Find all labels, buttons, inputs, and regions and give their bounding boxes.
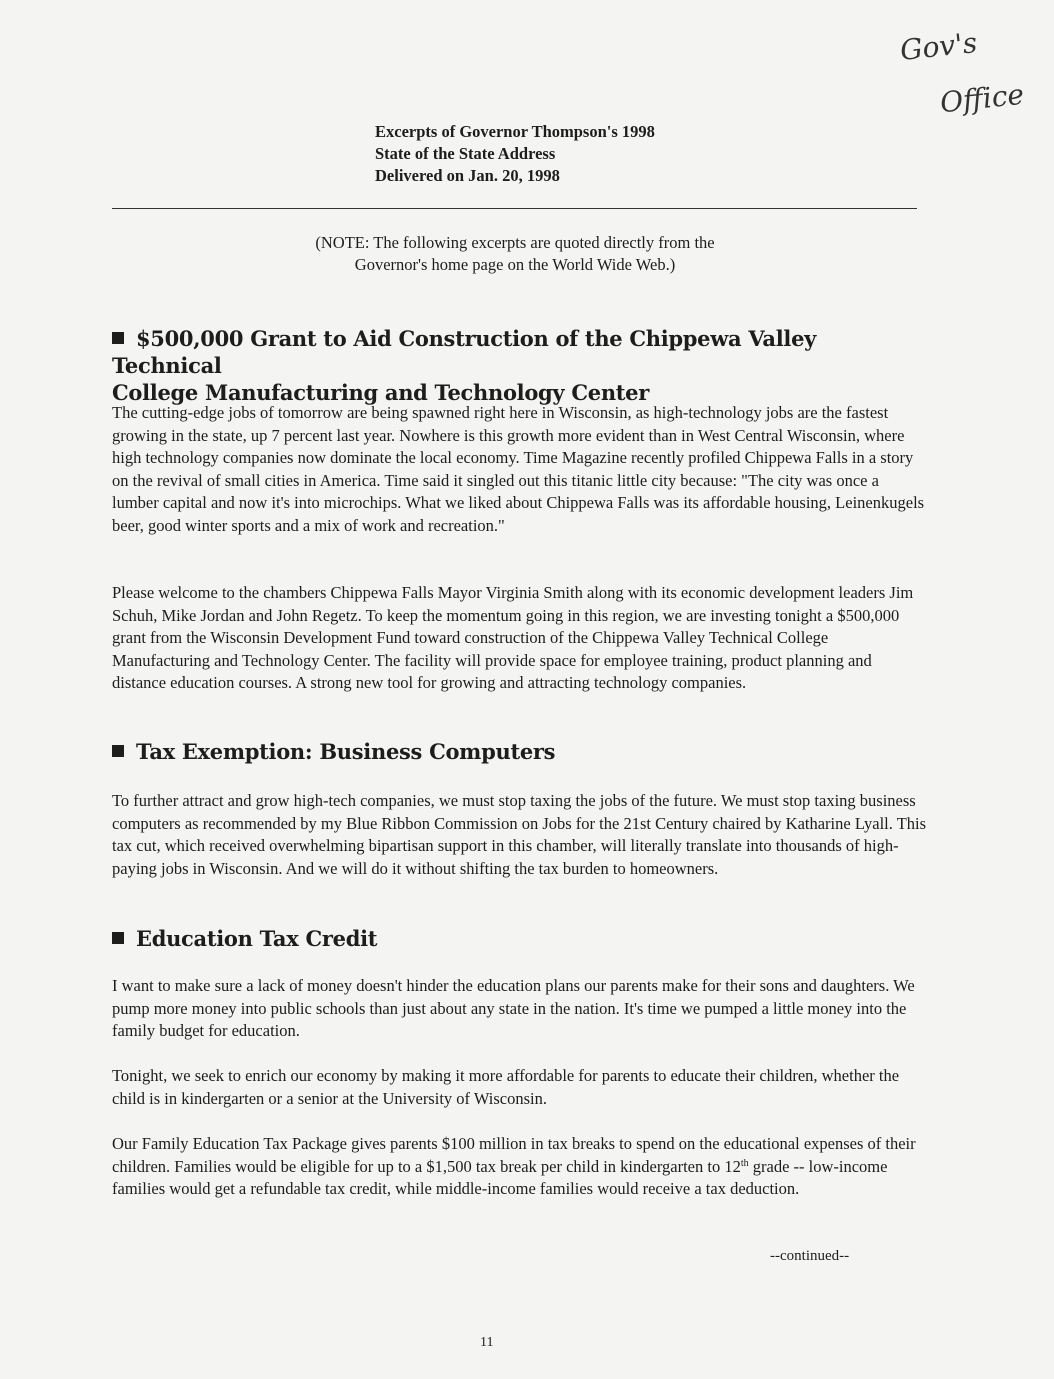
note-line2: Governor's home page on the World Wide Web.) <box>354 255 676 274</box>
bullet-square-icon <box>112 332 124 344</box>
paragraph-education-2: Tonight, we seek to enrich our economy by making it more affordable for parents to educate their children, whether the child is in kindergarten or a senior at the University of Wisconsin. <box>112 1066 900 1108</box>
paragraph-education-3-part2: grade -- low-income families would get a refundable tax credit, while middle-income families would receive a tax deduction. <box>112 1156 888 1198</box>
paragraph-education-1: I want to make sure a lack of money doesn't hinder the education plans our parents make for their sons and daughters. We pump more money into public schools than just about any state in the nation. It's time we pumped a little money into the family budget for education. <box>112 976 915 1040</box>
paragraph-education-3 <box>112 1133 927 1201</box>
document-header <box>375 121 735 187</box>
source-note <box>230 232 800 276</box>
paragraph-education-3-part1: Our Family Education Tax Package gives parents $100 million in tax breaks to spend on the educational expenses of their children. Families would be eligible for up to a $1,500 tax break per child in kindergarten to 12 <box>112 1134 916 1176</box>
header-divider <box>112 208 917 209</box>
section-title-education-credit <box>112 925 912 952</box>
section-title-tax-exemption-text: Tax Exemption: Business Computers <box>136 739 556 764</box>
header-line2: State of the State Address <box>375 144 556 163</box>
section-title-grant-line2: College Manufacturing and Technology Center <box>112 380 650 405</box>
header-line1: Excerpts of Governor Thompson's 1998 <box>375 122 655 141</box>
section-title-grant-line1: $500,000 Grant to Aid Construction of the Chippewa Valley Technical <box>112 326 817 378</box>
bullet-square-icon <box>112 745 124 757</box>
section-title-tax-exemption <box>112 738 912 765</box>
superscript-th: th <box>740 1157 749 1169</box>
paragraph-grant-2: Please welcome to the chambers Chippewa Falls Mayor Virginia Smith along with its economic development leaders Jim Schuh, Mike Jordan and John Regetz. To keep the momentum going in this region, we are investing tonight a $500,000 grant from the Wisconsin Development Fund toward construction of the Chippewa Valley Technical College Manufacturing and Technology Center. The facility will provide space for employee training, product planning and distance education courses. A strong new tool for growing and attracting technology companies. <box>112 583 914 692</box>
header-line3: Delivered on Jan. 20, 1998 <box>375 166 560 185</box>
paragraph-tax-exemption: To further attract and grow high-tech companies, we must stop taxing the jobs of the future. We must stop taxing business computers as recommended by my Blue Ribbon Commission on Jobs for the 21st Century chaired by Katharine Lyall. This tax cut, which received overwhelming bipartisan support in this chamber, will literally translate into thousands of high-paying jobs in Wisconsin. And we will do it without shifting the tax burden to homeowners. <box>112 791 927 878</box>
handwritten-note-line1: Gov's <box>898 26 979 67</box>
handwritten-note-line2: Office <box>938 77 1026 120</box>
bullet-square-icon <box>112 932 124 944</box>
section-title-education-credit-text: Education Tax Credit <box>136 926 378 951</box>
paragraph-grant-1: The cutting-edge jobs of tomorrow are being spawned right here in Wisconsin, as high-technology jobs are the fastest growing in the state, up 7 percent last year. Nowhere is this growth more evident than in West Central Wisconsin, where high technology companies now dominate the local economy. Time Magazine recently profiled Chippewa Falls in a story on the revival of small cities in America. Time said it singled out this titanic little city because: "The city was once a lumber capital and now it's into microchips. What we liked about Chippewa Falls was its affordable housing, Leinenkugels beer, good winter sports and a mix of work and recreation." <box>112 403 925 535</box>
page-number: 11 <box>480 1335 494 1350</box>
continued-marker: --continued-- <box>770 1248 850 1264</box>
note-line1: (NOTE: The following excerpts are quoted directly from the <box>315 233 715 252</box>
section-title-grant <box>112 325 912 406</box>
